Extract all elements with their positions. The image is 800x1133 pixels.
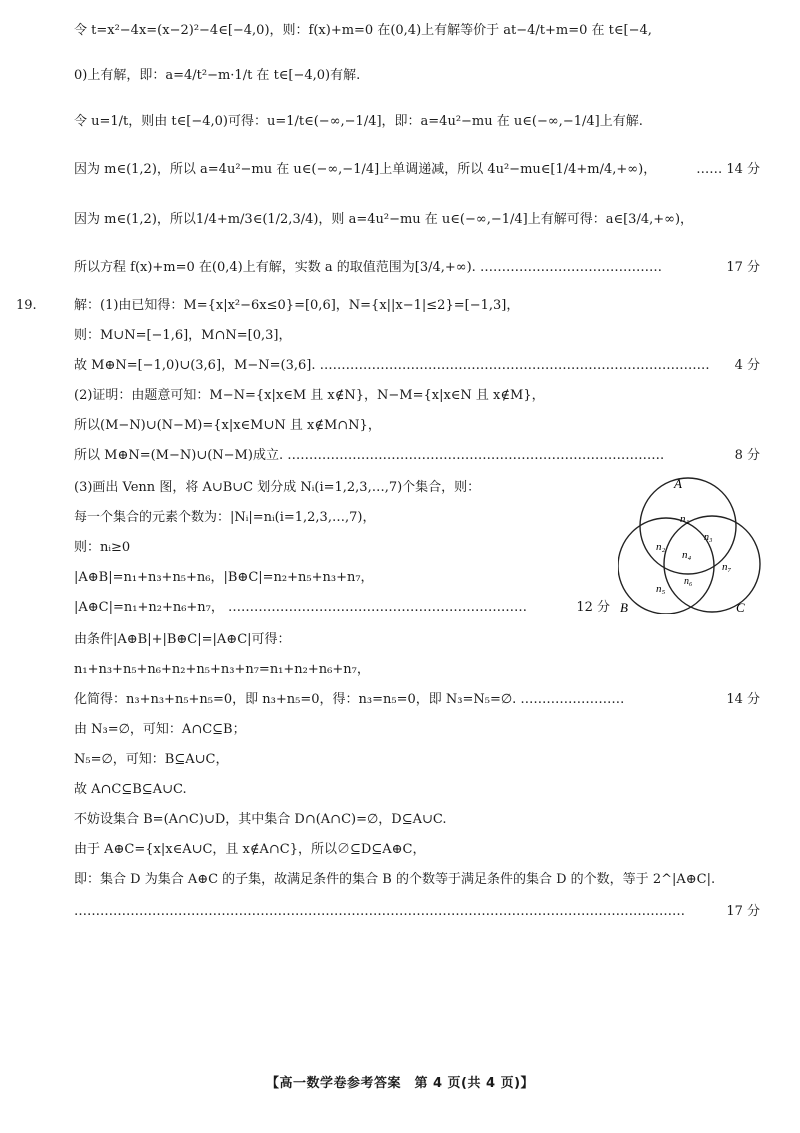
- region-n2-label: n₂: [656, 541, 666, 553]
- region-n4-label: n₄: [682, 549, 692, 561]
- set-c-label: C: [736, 600, 745, 614]
- text-line: 因为 m∈(1,2)，所以 a=4u²−mu 在 u∈(−∞,−1/4]上单调递减，所以 4u²−mu∈[1/4+m/4,+∞)，: [74, 162, 657, 177]
- score-label: …… 14 分: [696, 162, 760, 177]
- score-label: 17 分: [726, 904, 760, 919]
- text-line: 由 N₃=∅，可知：A∩C⊆B；: [74, 722, 246, 737]
- region-n7-label: n₇: [722, 561, 732, 573]
- text-line: 每一个集合的元素个数为：|Nᵢ|=nᵢ(i=1,2,3,…,7)，: [74, 510, 376, 525]
- text-line: N₅=∅，可知：B⊆A∪C，: [74, 752, 229, 767]
- text-line: 由条件|A⊕B|+|B⊕C|=|A⊕C|可得：: [74, 632, 291, 647]
- venn-diagram: [618, 474, 768, 614]
- text-line: 故 A∩C⊆B⊆A∪C.: [74, 782, 187, 797]
- text-line: |A⊕B|=n₁+n₃+n₅+n₆，|B⊕C|=n₂+n₅+n₃+n₇，: [74, 570, 374, 585]
- set-c-circle: [664, 516, 760, 612]
- text-line: 所以(M−N)∪(N−M)={x|x∈M∪N 且 x∉M∩N}，: [74, 418, 381, 433]
- text-line: 故 M⊕N=[−1,0)∪(3,6]，M−N=(3,6]. ………………………………………………………………………………: [74, 358, 710, 373]
- text-line: 因为 m∈(1,2)，所以1/4+m/3∈(1/2,3/4)，则 a=4u²−mu 在 u∈(−∞,−1/4]上有解可得：a∈[3/4,+∞)，: [74, 212, 694, 227]
- set-a-label: A: [674, 476, 682, 491]
- text-line: 0)上有解，即：a=4/t²−m·1/t 在 t∈[−4,0)有解.: [74, 68, 361, 83]
- score-label: 4 分: [734, 358, 760, 373]
- region-n1-label: n₁: [680, 513, 690, 525]
- text-line: |A⊕C|=n₁+n₂+n₆+n₇， ……………………………………………………………: [74, 600, 528, 615]
- score-label: 12 分: [576, 600, 610, 615]
- text-line: ……………………………………………………………………………………………………………………………: [74, 904, 685, 919]
- score-label: 14 分: [726, 692, 760, 707]
- set-b-label: B: [620, 600, 628, 614]
- score-label: 8 分: [734, 448, 760, 463]
- text-line: 不妨设集合 B=(A∩C)∪D，其中集合 D∩(A∩C)=∅，D⊆A∪C.: [74, 812, 447, 827]
- region-n3-label: n₃: [704, 532, 713, 543]
- text-line: 即：集合 D 为集合 A⊕C 的子集，故满足条件的集合 B 的个数等于满足条件的集合 D 的个数，等于 2^|A⊕C|.: [74, 872, 716, 887]
- set-b-circle: [618, 518, 714, 614]
- question-number: 19.: [16, 298, 37, 313]
- text-line: 则：M∪N=[−1,6]，M∩N=[0,3]，: [74, 328, 292, 343]
- text-line: 由于 A⊕C={x|x∈A∪C，且 x∉A∩C}，所以∅⊆D⊆A⊕C，: [74, 842, 426, 857]
- region-n5-label: n₅: [656, 583, 666, 595]
- text-line: 化简得：n₃+n₃+n₅+n₅=0，即 n₃+n₅=0，得：n₃=n₅=0，即 N₃=N₅=∅. ……………………: [74, 692, 625, 707]
- page-footer: 【高一数学卷参考答案 第 4 页(共 4 页)】: [265, 1076, 535, 1091]
- text-line: n₁+n₃+n₅+n₆+n₂+n₅+n₃+n₇=n₁+n₂+n₆+n₇，: [74, 662, 370, 677]
- text-line: 所以方程 f(x)+m=0 在(0,4)上有解，实数 a 的取值范围为[3/4,+∞). ……………………………………: [74, 260, 662, 275]
- text-line: (2)证明：由题意可知：M−N={x|x∈M 且 x∉N}，N−M={x|x∈N 且 x∉M}，: [74, 388, 545, 403]
- score-label: 17 分: [726, 260, 760, 275]
- text-line: 令 t=x²−4x=(x−2)²−4∈[−4,0)，则：f(x)+m=0 在(0,4)上有解等价于 at−4/t+m=0 在 t∈[−4,: [74, 23, 652, 38]
- text-line: 令 u=1/t，则由 t∈[−4,0)可得：u=1/t∈(−∞,−1/4]，即：a=4u²−mu 在 u∈(−∞,−1/4]上有解.: [74, 114, 643, 129]
- text-line: 解：(1)由已知得：M={x|x²−6x≤0}=[0,6]，N={x||x−1|≤2}=[−1,3]，: [74, 298, 520, 313]
- text-line: (3)画出 Venn 图，将 A∪B∪C 划分成 Nᵢ(i=1,2,3,…,7)个集合，则：: [74, 480, 481, 495]
- text-line: 所以 M⊕N=(M−N)∪(N−M)成立. ……………………………………………………………………………: [74, 448, 665, 463]
- text-line: 则：nᵢ≥0: [74, 540, 131, 555]
- region-n6-label: n₆: [684, 576, 693, 587]
